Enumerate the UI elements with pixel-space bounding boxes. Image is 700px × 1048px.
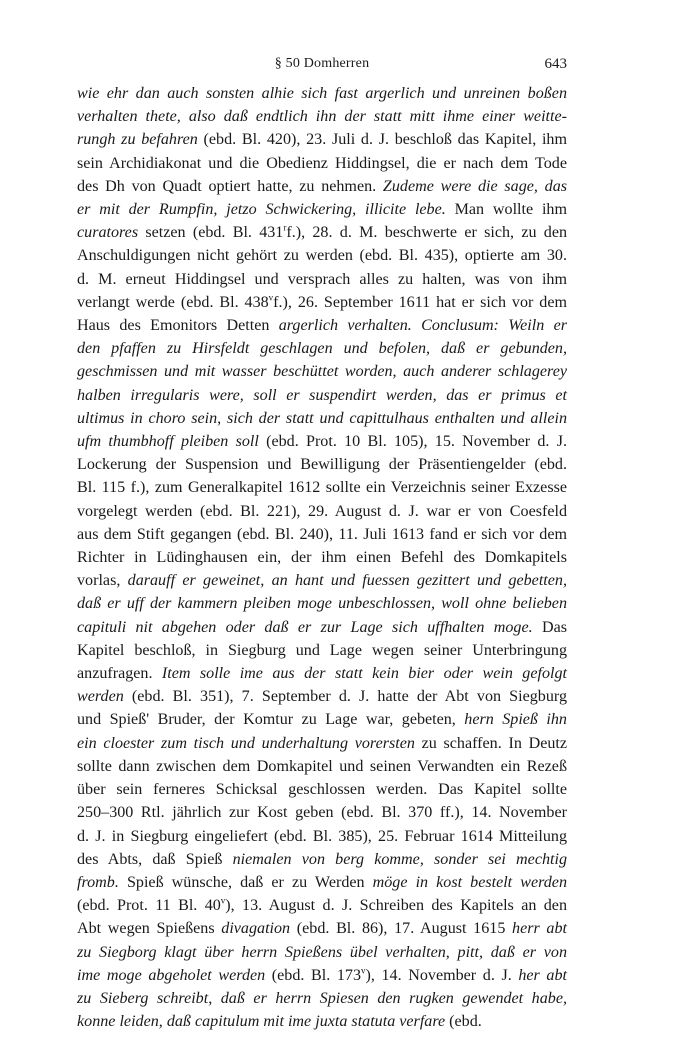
text-line (77, 825, 567, 848)
text-run: des Dh von Quadt optiert hatte, zu nehmen. (77, 177, 383, 195)
italic-quote: möge in kost bestelt werden (372, 873, 567, 891)
superscript: r (283, 222, 287, 233)
italic-quote: wie ehr dan auch sonsten alhie sich fast argerlich und unreinen boßen (77, 85, 567, 102)
text-run: f.), 28. d. M. beschwerte er sich, zu den (286, 224, 568, 242)
text-line (77, 871, 567, 894)
text-run: sollte dann zwischen dem Domkapitel und seinen Verwandten ein Rezeß (77, 757, 567, 775)
text-run: über sein ferneres Schicksal geschlossen werden. Das Kapitel sollte (77, 781, 567, 799)
text-line (77, 1010, 567, 1033)
text-run: und Spieß' Bruder, der Komtur zu Lage war, gebeten, (77, 711, 465, 729)
text-run: (ebd. Prot. 10 Bl. 105), 15. November d. J. (258, 433, 567, 451)
text-line (77, 476, 567, 499)
text-line (77, 685, 567, 708)
text-run: Spieß wünsche, daß er zu Werden (118, 873, 373, 891)
italic-quote: divagation (221, 920, 291, 938)
text-line (77, 523, 567, 546)
text-line (77, 384, 567, 407)
italic-quote: hern Spieß ihn (464, 711, 567, 729)
body-text (77, 82, 567, 1033)
text-line (77, 128, 567, 151)
italic-quote: halben irregularis were, soll er suspendirt werden, das er primus et (77, 386, 567, 404)
text-run: Haus des Emonitors Detten (77, 317, 279, 335)
text-run: Lockerung der Suspension und Bewilligung der Präsentiengelder (ebd. (77, 456, 567, 474)
text-line (77, 801, 567, 824)
text-run: Richter in Lüdinghausen ein, der ihm einen Befehl des Domkapitels (77, 549, 567, 567)
text-line (77, 778, 567, 801)
superscript: v (268, 292, 274, 303)
italic-quote: er mit der Rumpfin, jetzo Schwickering, illicite lebe. (77, 201, 446, 219)
text-run: d. M. erneut Hiddingsel und versprach alles zu halten, was von ihm (77, 270, 567, 288)
superscript: v (220, 895, 226, 906)
italic-quote: ein cloester zum tisch und underhaltung vorersten (77, 734, 415, 752)
italic-quote: ultimus in choro sein, sich der statt und capittulhaus enthalten und allein (77, 409, 567, 427)
text-line (77, 105, 567, 128)
italic-quote: verhalten thete, also daß endtlich ihn der statt mitt ihme einer weitte- (77, 108, 567, 126)
text-line (77, 221, 567, 244)
text-run: Bl. 115 f.), zum Generalkapitel 1612 sollte ein Verzeichnis seiner Exzesse (77, 479, 567, 497)
text-line (77, 407, 567, 430)
text-run: (ebd. Bl. 420), 23. Juli d. J. beschloß das Kapitel, ihm (197, 131, 567, 149)
italic-quote: Item solle ime aus der statt kein bier oder wein gefolgt (161, 665, 567, 683)
italic-quote: rungh zu befahren (77, 131, 198, 149)
italic-quote: werden (77, 688, 124, 706)
text-line (77, 291, 567, 314)
italic-quote: daß er uff der kammern pleiben moge unbeschlossen, woll ohne belieben (77, 595, 567, 613)
text-run: Kapitel beschloß, in Siegburg und Lage wegen seiner Unterbringung (77, 641, 567, 659)
text-run: (ebd. Bl. 173 (265, 966, 362, 984)
italic-quote: den pfaffen zu Hirsfeldt geschlagen und befolen, daß er gebunden, (77, 340, 567, 358)
italic-quote: argerlich verhalten. Conclusum: Weiln er (278, 317, 568, 335)
text-line (77, 152, 567, 175)
italic-quote: fromb. (77, 873, 119, 891)
text-line (77, 964, 567, 987)
text-run: (ebd. (445, 1013, 482, 1031)
text-line (77, 268, 567, 291)
text-run: Abt wegen Spießens (77, 920, 222, 938)
text-line (77, 337, 567, 360)
text-run: Man wollte ihm (445, 201, 567, 219)
italic-quote: capituli nit abgehen oder daß er zur Lage sich uffhalten moge. (77, 618, 533, 636)
italic-quote: her abt (518, 966, 567, 984)
text-line (77, 360, 567, 383)
text-line (77, 662, 567, 685)
text-line (77, 198, 567, 221)
text-run: (ebd. Bl. 86), 17. August 1615 (290, 920, 513, 938)
superscript: v (361, 965, 366, 976)
text-run: sein Archidiakonat und die Obedienz Hiddingsel, die er nach dem Tode (77, 154, 567, 172)
text-line (77, 917, 567, 940)
italic-quote: darauff er geweinet, an hant und fuessen gezittert und gebetten, (127, 572, 567, 590)
italic-quote: herr abt (512, 920, 567, 938)
text-run: Das (532, 618, 567, 636)
text-run: anzufragen. (77, 665, 162, 683)
italic-quote: ufm thumbhoff pleiben soll (77, 433, 259, 451)
text-line (77, 500, 567, 523)
italic-quote: ime moge abgeholet werden (77, 966, 266, 984)
text-line (77, 453, 567, 476)
text-run: d. J. in Siegburg eingeliefert (ebd. Bl. 385), 25. Februar 1614 Mitteilung (77, 827, 567, 845)
text-line (77, 941, 567, 964)
text-line (77, 82, 567, 105)
italic-quote: konne leiden, daß capitulum mit ime juxta statuta verfare (77, 1013, 446, 1031)
text-line (77, 708, 567, 731)
text-run: setzen (ebd. Bl. 431 (138, 224, 284, 242)
italic-quote: curatores (77, 224, 139, 242)
italic-quote: zu Sieberg schreibt, daß er herrn Spiesen den rugken gewendet habe, (77, 989, 567, 1007)
italic-quote: geschmissen und mit wasser beschüttet worden, auch anderer schlagerey (77, 363, 567, 381)
running-title: § 50 Domherren (274, 56, 370, 71)
text-line (77, 755, 567, 778)
text-run: vorlas, (77, 572, 128, 590)
text-line (77, 430, 567, 453)
italic-quote: Zudeme were die sage, das (382, 177, 568, 195)
text-run: des Abts, daß Spieß (77, 850, 233, 868)
text-line (77, 894, 567, 917)
italic-quote: niemalen von berg komme, sonder sei mechtig (232, 850, 568, 868)
text-run: ), 13. August d. J. Schreiben des Kapitels an den (225, 897, 567, 915)
text-line (77, 616, 567, 639)
text-line (77, 732, 567, 755)
text-line (77, 314, 567, 337)
text-run: vorgelegt werden (ebd. Bl. 221), 29. August d. J. war er von Coesfeld (77, 502, 567, 520)
text-run: 250–300 Rtl. jährlich zur Kost geben (ebd. Bl. 370 ff.), 14. November (77, 804, 567, 822)
page-number: 643 (544, 56, 567, 72)
text-line (77, 592, 567, 615)
text-run: (ebd. Bl. 351), 7. September d. J. hatte der Abt von Siegburg (123, 688, 567, 706)
italic-quote: zu Siegborg klagt über herrn Spießens übel verhalten, pitt, daß er von (77, 943, 567, 961)
text-run: (ebd. Prot. 11 Bl. 40 (77, 897, 221, 915)
text-line (77, 175, 567, 198)
text-line (77, 848, 567, 871)
text-run: ), 14. November d. J. (365, 966, 519, 984)
text-run: f.), 26. September 1611 hat er sich vor dem (273, 293, 567, 311)
running-head (77, 56, 567, 80)
text-line (77, 639, 567, 662)
text-line (77, 569, 567, 592)
text-run: aus dem Stift gegangen (ebd. Bl. 240), 11. Juli 1613 fand er sich vor dem (77, 525, 567, 543)
text-line (77, 244, 567, 267)
text-run: zu schaffen. In Deutz (414, 734, 567, 752)
text-line (77, 546, 567, 569)
text-run: Anschuldigungen nicht gehört zu werden (ebd. Bl. 435), optierte am 30. (77, 247, 567, 265)
text-run: verlangt werde (ebd. Bl. 438 (77, 293, 269, 311)
text-line (77, 987, 567, 1010)
